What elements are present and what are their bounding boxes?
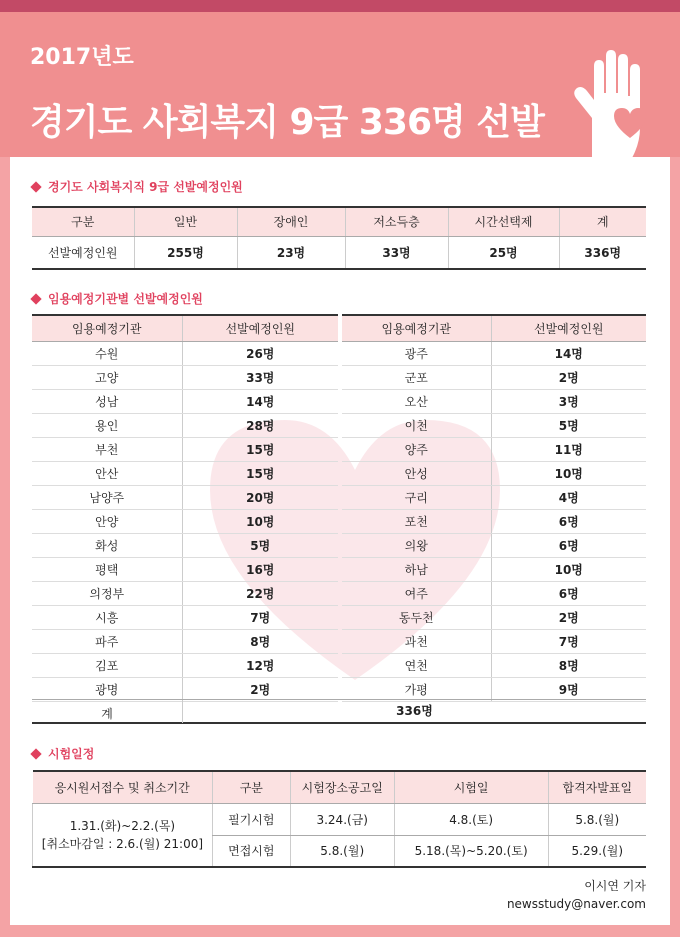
agency-name: 김포: [32, 653, 182, 677]
table-row: [32, 629, 338, 653]
agency-quota: 10명: [182, 509, 338, 533]
agency-name: 가평: [342, 677, 491, 701]
table-row: [32, 389, 338, 413]
agency-name: 의정부: [32, 581, 182, 605]
agency-name: 화성: [32, 533, 182, 557]
table-header: 장애인: [237, 207, 345, 236]
agency-quota: 8명: [491, 653, 646, 677]
agency-quota: 14명: [491, 341, 646, 365]
table-row: [342, 341, 646, 365]
diamond-icon: [30, 181, 41, 192]
agency-quota: 8명: [182, 629, 338, 653]
agency-name: 안성: [342, 461, 491, 485]
bottom-bar: [0, 925, 680, 937]
agency-name: 안산: [32, 461, 182, 485]
table-header: 선발예정인원: [182, 315, 338, 341]
table-cell: 4.8.(토): [394, 803, 548, 835]
agency-quota: 6명: [491, 509, 646, 533]
section-heading-agency: [32, 290, 203, 307]
table-row: [342, 629, 646, 653]
table-header: 구분: [212, 771, 290, 803]
reporter-name: 이시연 기자: [584, 879, 646, 893]
agency-quota: 15명: [182, 437, 338, 461]
agency-quota: 3명: [491, 389, 646, 413]
agency-name: 부천: [32, 437, 182, 461]
table-row: [342, 365, 646, 389]
agency-quota: 4명: [491, 485, 646, 509]
table-row: [342, 413, 646, 437]
agency-name: 용인: [32, 413, 182, 437]
table-row: [342, 389, 646, 413]
agency-name: 동두천: [342, 605, 491, 629]
agency-name: 수원: [32, 341, 182, 365]
agency-quota: 14명: [182, 389, 338, 413]
application-period-cell: [33, 803, 213, 867]
top-bar: [0, 0, 680, 12]
table-row: [32, 461, 338, 485]
agency-quota: 15명: [182, 461, 338, 485]
agency-quota: 12명: [182, 653, 338, 677]
table-row: [32, 605, 338, 629]
table-header: 선발예정인원: [491, 315, 646, 341]
table-header: 임용예정기관: [32, 315, 182, 341]
section-heading-quota: [32, 178, 243, 195]
agency-quota: 2명: [491, 605, 646, 629]
agency-name: 의왕: [342, 533, 491, 557]
agency-quota: 6명: [491, 533, 646, 557]
diamond-icon: [30, 748, 41, 759]
table-cell: 5.18.(목)~5.20.(토): [394, 835, 548, 867]
table-row: [342, 653, 646, 677]
table-row: [32, 341, 338, 365]
agency-name: 하남: [342, 557, 491, 581]
table-row: [32, 437, 338, 461]
table-header: 시험일: [394, 771, 548, 803]
agency-table-left: [32, 314, 338, 702]
agency-total-row: [32, 699, 646, 724]
section-heading-text: 임용예정기관별 선발예정인원: [48, 292, 203, 306]
table-cell: 5.8.(월): [548, 803, 646, 835]
agency-name: 시흥: [32, 605, 182, 629]
table-row: [342, 677, 646, 701]
table-row: [342, 605, 646, 629]
table-row: [32, 581, 338, 605]
agency-name: 광주: [342, 341, 491, 365]
table-cell: 23명: [237, 236, 345, 269]
table-cell: 255명: [134, 236, 237, 269]
agency-name: 안양: [32, 509, 182, 533]
table-header: 임용예정기관: [342, 315, 491, 341]
agency-quota: 22명: [182, 581, 338, 605]
hand-heart-icon: [562, 48, 662, 163]
agency-name: 포천: [342, 509, 491, 533]
agency-quota: 10명: [491, 557, 646, 581]
agency-name: 평택: [32, 557, 182, 581]
table-row: [342, 509, 646, 533]
table-header: 합격자발표일: [548, 771, 646, 803]
diamond-icon: [30, 293, 41, 304]
agency-name: 군포: [342, 365, 491, 389]
agency-name: 여주: [342, 581, 491, 605]
agency-quota: 10명: [491, 461, 646, 485]
table-row: [32, 653, 338, 677]
table-cell: 3.24.(금): [290, 803, 394, 835]
agency-name: 연천: [342, 653, 491, 677]
agency-name: 성남: [32, 389, 182, 413]
agency-name: 양주: [342, 437, 491, 461]
table-header: 응시원서접수 및 취소기간: [33, 771, 213, 803]
table-cell: 필기시험: [212, 803, 290, 835]
table-row: [32, 557, 338, 581]
table-row: [342, 461, 646, 485]
total-label: 계: [101, 707, 113, 721]
table-cell: 336명: [559, 236, 646, 269]
agency-quota: 5명: [182, 533, 338, 557]
agency-quota: 16명: [182, 557, 338, 581]
agency-quota: 2명: [491, 365, 646, 389]
agency-name: 파주: [32, 629, 182, 653]
table-cell: 25명: [448, 236, 559, 269]
page-title: 경기도 사회복지 9급 336명 선발: [30, 102, 544, 143]
agency-name: 오산: [342, 389, 491, 413]
table-cell: 선발예정인원: [32, 236, 134, 269]
agency-quota: 9명: [491, 677, 646, 701]
table-header: 저소득층: [345, 207, 448, 236]
agency-quota: 5명: [491, 413, 646, 437]
table-header: 시간선택제: [448, 207, 559, 236]
agency-name: 남양주: [32, 485, 182, 509]
agency-table-right: [342, 314, 646, 702]
agency-quota: 28명: [182, 413, 338, 437]
section-heading-schedule: [32, 745, 94, 762]
table-cell: 면접시험: [212, 835, 290, 867]
table-row: [342, 533, 646, 557]
table-row: [342, 437, 646, 461]
agency-name: 고양: [32, 365, 182, 389]
table-row: [32, 533, 338, 557]
agency-quota: 7명: [182, 605, 338, 629]
header-banner: [0, 12, 680, 157]
table-row: [342, 581, 646, 605]
table-header: 계: [559, 207, 646, 236]
quota-table: [32, 206, 646, 270]
agency-quota: 11명: [491, 437, 646, 461]
table-row: [32, 677, 338, 701]
agency-name: 광명: [32, 677, 182, 701]
agency-quota: 7명: [491, 629, 646, 653]
table-row: [342, 485, 646, 509]
reporter-credit: [507, 877, 646, 913]
agency-quota: 2명: [182, 677, 338, 701]
table-row: [32, 509, 338, 533]
reporter-email: newsstudy@naver.com: [506, 897, 646, 911]
table-cell: 33명: [345, 236, 448, 269]
agency-name: 과천: [342, 629, 491, 653]
agency-name: 이천: [342, 413, 491, 437]
application-period: 1.31.(화)~2.2.(목): [69, 818, 176, 833]
table-cell: 5.29.(월): [548, 835, 646, 867]
table-row: [342, 557, 646, 581]
table-cell: 5.8.(월): [290, 835, 394, 867]
agency-quota: 33명: [182, 365, 338, 389]
table-header: 시험장소공고일: [290, 771, 394, 803]
table-header: 구분: [32, 207, 134, 236]
agency-name: 구리: [342, 485, 491, 509]
header-year: 2017년도: [30, 45, 134, 70]
table-row: [32, 485, 338, 509]
agency-quota: 6명: [491, 581, 646, 605]
section-heading-text: 시험일정: [48, 747, 95, 761]
table-row: [32, 365, 338, 389]
agency-quota: 26명: [182, 341, 338, 365]
table-row: [32, 413, 338, 437]
agency-quota: 20명: [182, 485, 338, 509]
total-value: 336명: [182, 700, 646, 723]
table-header: 일반: [134, 207, 237, 236]
section-heading-text: 경기도 사회복지직 9급 선발예정인원: [48, 180, 243, 194]
schedule-table: [32, 770, 646, 868]
cancel-deadline: [취소마감일 : 2.6.(월) 21:00]: [41, 836, 204, 851]
